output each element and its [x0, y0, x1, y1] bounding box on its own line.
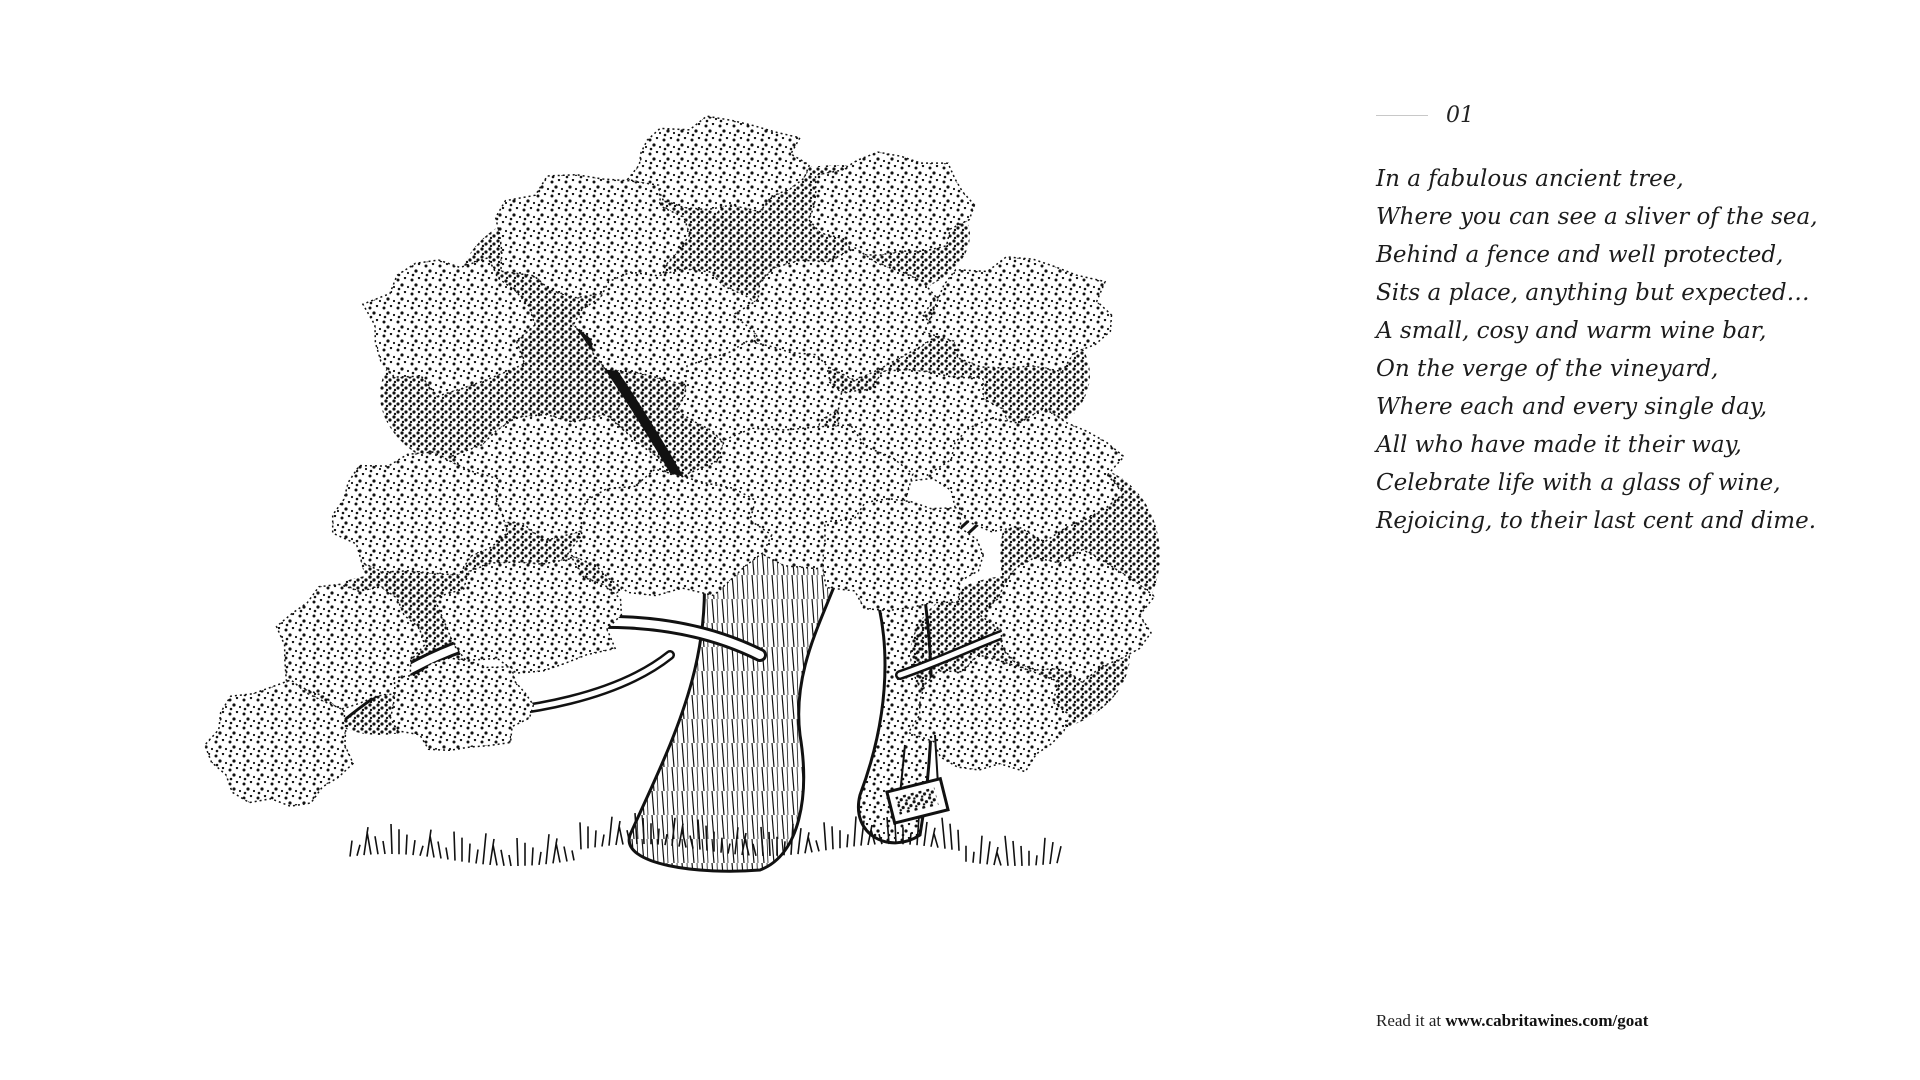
page-number: 01 — [1446, 102, 1474, 128]
poem-line: All who have made it their way, — [1376, 432, 1742, 458]
poem-line: Sits a place, anything but expected… — [1376, 280, 1810, 306]
poem-line: Where you can see a sliver of the sea, — [1376, 204, 1818, 230]
footer-note — [1376, 1011, 1648, 1031]
tree-drawing — [200, 95, 1200, 1015]
poem-line: In a fabulous ancient tree, — [1376, 166, 1684, 192]
page-marker — [1376, 100, 1896, 130]
website-link[interactable]: www.cabritawines.com/goat — [1445, 1011, 1649, 1030]
poem-line: A small, cosy and warm wine bar, — [1376, 318, 1767, 344]
poem-line: Celebrate life with a glass of wine, — [1376, 470, 1781, 496]
poem-line: On the verge of the vineyard, — [1376, 356, 1719, 382]
poem-line: Where each and every single day, — [1376, 394, 1768, 420]
poem-line: Rejoicing, to their last cent and dime. — [1376, 508, 1817, 534]
footer-prefix: Read it at — [1376, 1011, 1446, 1030]
poem — [1376, 160, 1896, 540]
poem-panel — [1376, 100, 1896, 540]
marker-rule — [1376, 115, 1428, 116]
tree-illustration — [200, 95, 1200, 1015]
poem-line: Behind a fence and well protected, — [1376, 242, 1784, 268]
